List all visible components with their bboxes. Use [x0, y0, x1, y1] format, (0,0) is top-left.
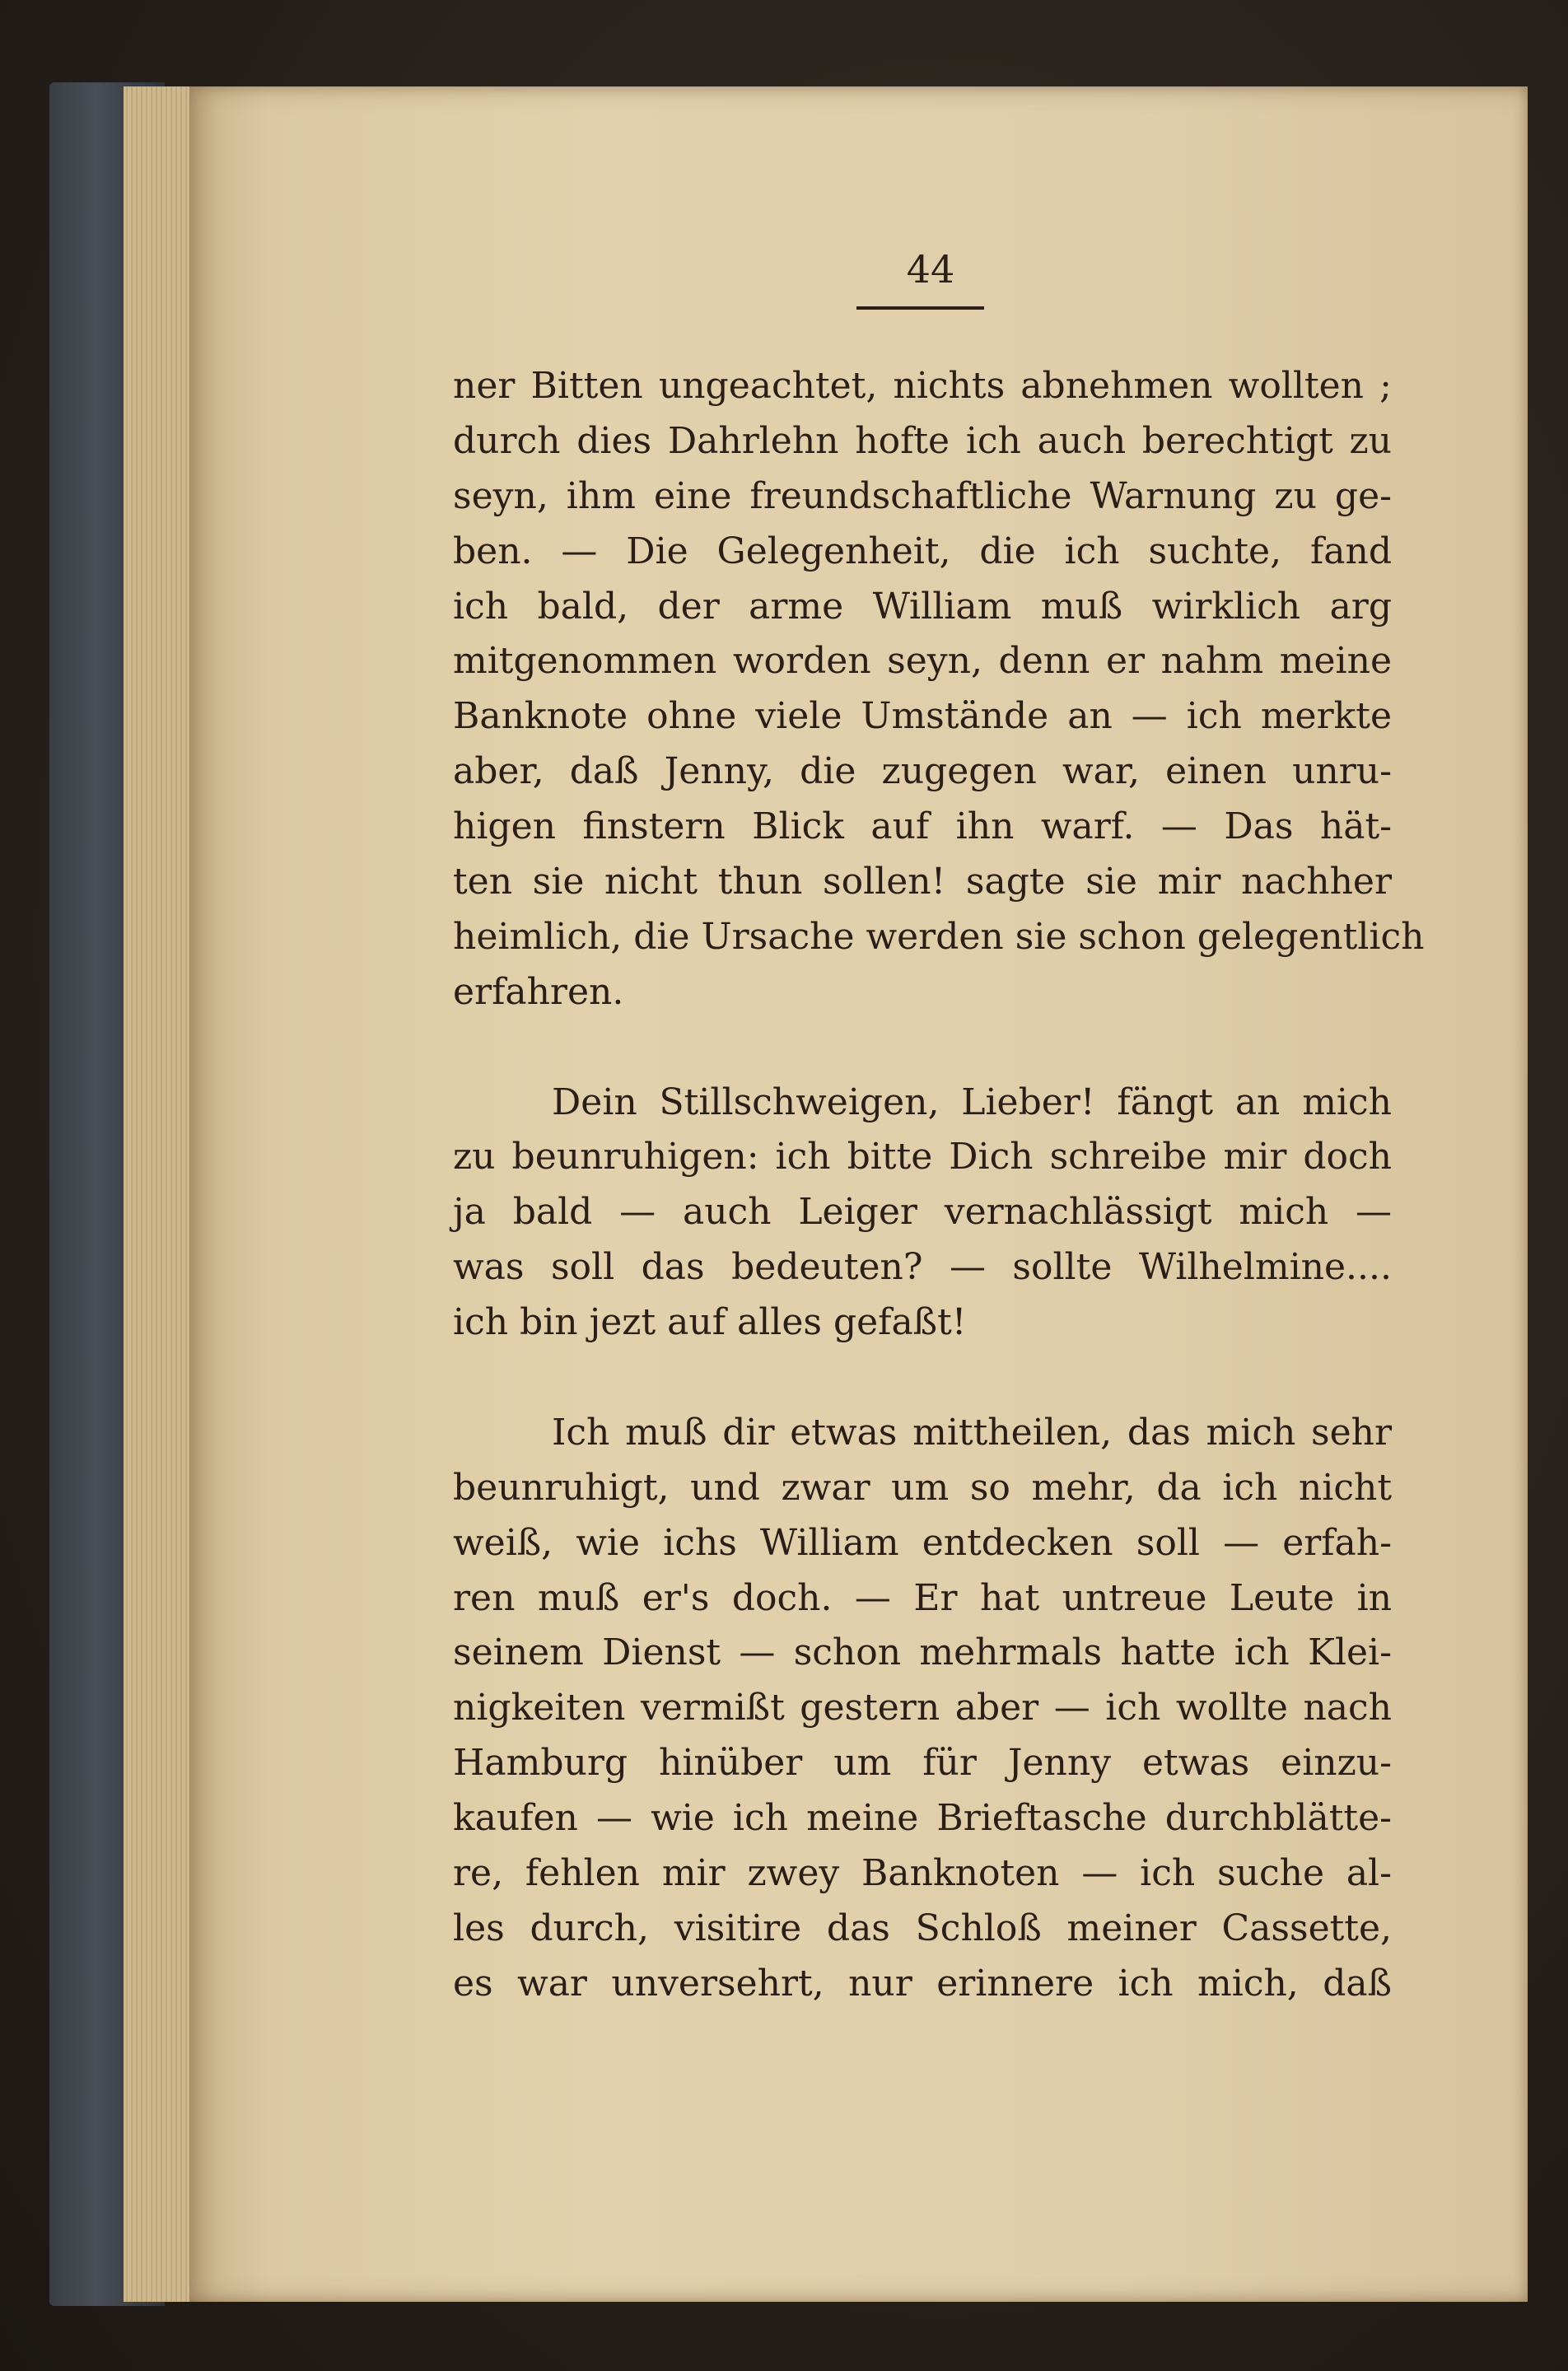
text-line: beunruhigt, und zwar um so mehr, da ich nicht — [453, 1466, 1392, 1509]
paragraph-gap — [453, 1020, 1392, 1076]
text-line: re, fehlen mir zwey Banknoten — ich suche al- — [453, 1852, 1392, 1895]
text-line: aber, daß Jenny, die zugegen war, einen unru- — [453, 750, 1392, 793]
text-line: ich bald, der arme William muß wirklich arg — [453, 585, 1392, 628]
page-number-rule — [856, 306, 984, 310]
text-line: es war unversehrt, nur erinnere ich mich, daß — [453, 1962, 1392, 2005]
text-line: weiß, wie ichs William entdecken soll — erfah- — [453, 1521, 1392, 1564]
text-line: nigkeiten vermißt gestern aber — ich wollte nach — [453, 1687, 1392, 1729]
text-line: Hamburg hinüber um für Jenny etwas einzu- — [453, 1742, 1392, 1785]
body-text — [453, 359, 1425, 2012]
text-line: ren muß er's doch. — Er hat untreue Leute in — [453, 1576, 1392, 1619]
text-line: ich bin jezt auf alles gefaßt! — [453, 1301, 967, 1344]
paragraph-3 — [453, 1406, 1392, 2012]
text-line: durch dies Dahrlehn hofte ich auch berechtigt zu — [453, 419, 1392, 462]
paragraph-gap — [453, 1351, 1392, 1406]
text-line: Dein Stillschweigen, Lieber! fängt an mich — [552, 1080, 1392, 1123]
page-number: 44 — [906, 247, 955, 292]
text-line: ner Bitten ungeachtet, nichts abnehmen wollten ; — [453, 365, 1392, 407]
text-line: erfahren. — [453, 970, 624, 1013]
text-line: seyn, ihm eine freundschaftliche Warnung zu ge- — [453, 474, 1392, 517]
text-line: seinem Dienst — schon mehrmals hatte ich Klei- — [453, 1631, 1392, 1674]
text-line: ben. — Die Gelegenheit, die ich suchte, fand — [453, 530, 1392, 572]
paragraph-1 — [453, 359, 1425, 1020]
text-line: kaufen — wie ich meine Brieftasche durchblätte- — [453, 1797, 1392, 1840]
text-line: higen finstern Blick auf ihn warf. — Das hät- — [453, 805, 1392, 848]
text-line: heimlich, die Ursache werden sie schon gelegentlich — [453, 915, 1425, 958]
text-line: ja bald — auch Leiger vernachlässigt mich — — [453, 1191, 1392, 1234]
text-line: Banknote ohne viele Umstände an — ich merkte — [453, 695, 1392, 738]
text-line: zu beunruhigen: ich bitte Dich schreibe mir doch — [453, 1136, 1392, 1178]
text-line: was soll das bedeuten? — sollte Wilhelmine.... — [453, 1246, 1392, 1289]
text-line: ten sie nicht thun sollen! sagte sie mir nachher — [453, 861, 1392, 903]
text-line: mitgenommen worden seyn, denn er nahm meine — [453, 640, 1392, 683]
paragraph-2 — [453, 1076, 1392, 1351]
text-line: les durch, visitire das Schloß meiner Cassette, — [453, 1907, 1392, 1949]
text-line: Ich muß dir etwas mittheilen, das mich sehr — [552, 1411, 1392, 1454]
